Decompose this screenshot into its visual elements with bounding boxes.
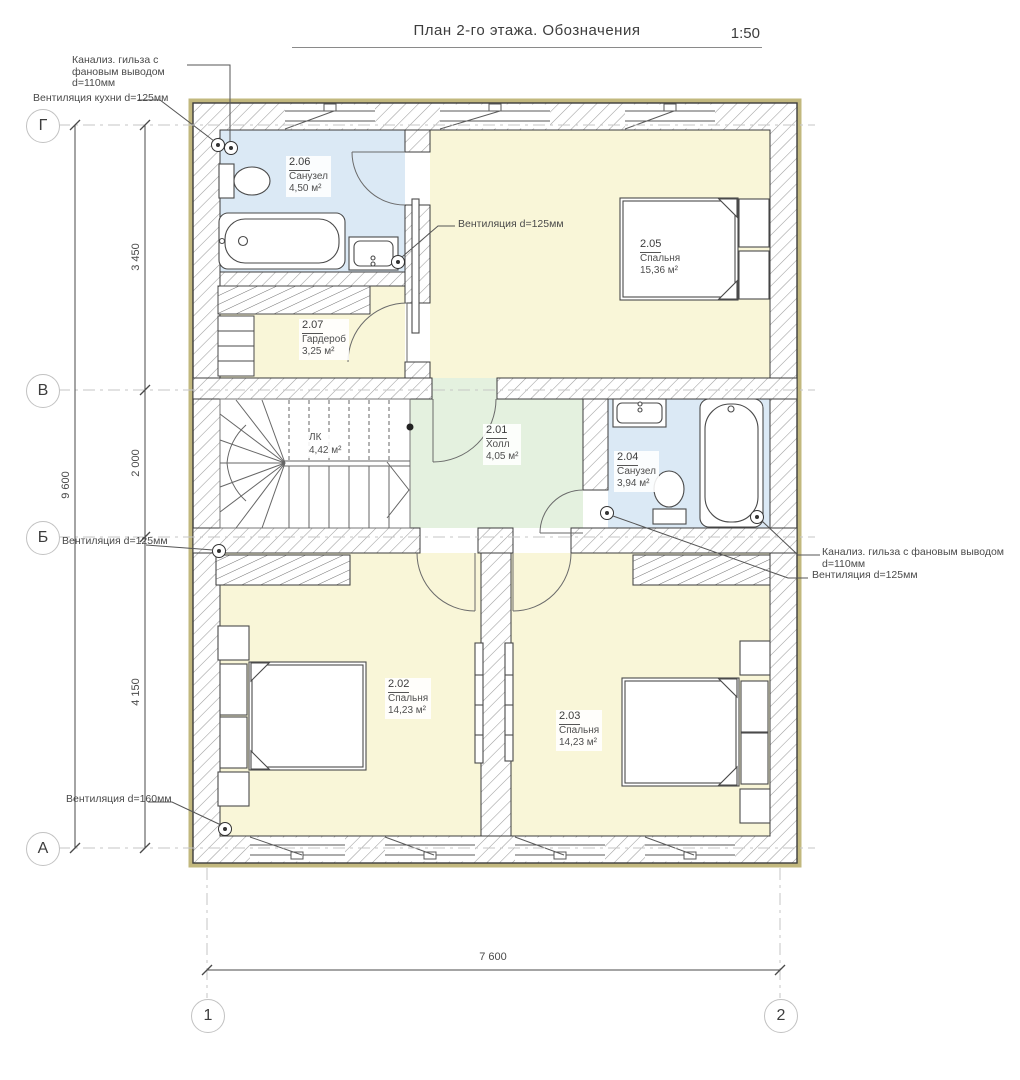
axis-bubble-1: 1 [191, 999, 225, 1033]
room-number: 2.06 [289, 156, 310, 171]
axis-bubble-G: Г [26, 109, 60, 143]
bathtub-icon [705, 404, 758, 522]
room-label-207 [299, 319, 349, 360]
room-number: 2.02 [388, 678, 409, 693]
nightstand-icon [740, 641, 770, 675]
annotation-vent-left: Вентиляция d=125мм [62, 535, 168, 547]
radiator-icon [505, 643, 513, 761]
dim-seg-bottom: 4 150 [130, 678, 142, 706]
room-area: 4,05 м² [486, 451, 519, 463]
room-area: 3,94 м² [617, 478, 650, 490]
nightstand-icon [218, 626, 249, 660]
toilet-icon [653, 509, 686, 524]
room-name: Гардероб [302, 333, 346, 345]
room-label-205 [637, 238, 683, 279]
annotation-vent-160: Вентиляция d=160мм [66, 793, 172, 805]
room-area: 14,23 м² [559, 737, 598, 749]
stairs-area: 4,42 м² [309, 444, 342, 456]
dim-total-height: 9 600 [60, 471, 72, 499]
room-name: Спальня [388, 692, 429, 704]
vent-symbol [392, 256, 405, 269]
vent-symbol [225, 142, 238, 155]
room-name: Холл [486, 438, 510, 450]
room-name: Спальня [640, 252, 681, 264]
bed-icon [252, 665, 363, 767]
dim-seg-mid: 2 000 [130, 449, 142, 477]
dim-seg-top: 3 450 [130, 243, 142, 271]
room-name: Спальня [559, 724, 600, 736]
stairs-label [306, 432, 344, 458]
annotation-sewer-top: Канализ. гильза с фановым выводом d=110мм [72, 54, 165, 90]
nightstand-icon [218, 772, 249, 806]
page-title: План 2-го этажа. Обозначения [413, 22, 641, 39]
nightstand-icon [739, 199, 769, 247]
pillow-icon [741, 681, 768, 732]
room-label-202 [385, 678, 431, 719]
room-name: Санузел [289, 170, 328, 182]
room-number: 2.07 [302, 319, 323, 334]
room-area: 15,36 м² [640, 265, 679, 277]
nightstand-icon [739, 251, 769, 299]
axis-bubble-V: В [26, 374, 60, 408]
vent-symbol [601, 507, 614, 520]
stairs-abbrev: ЛК [309, 432, 322, 443]
floor-201-doorway [432, 378, 497, 399]
wardrobe-icon [633, 555, 770, 585]
annotation-kitchen-vent: Вентиляция кухни d=125мм [33, 92, 169, 104]
pillow-icon [220, 717, 247, 768]
pillow-icon [220, 664, 247, 715]
room-label-204 [614, 451, 659, 492]
toilet-icon [219, 164, 234, 198]
room-number: 2.04 [617, 451, 638, 466]
annotation-vent-center: Вентиляция d=125мм [458, 218, 564, 230]
room-label-201 [483, 424, 521, 465]
room-number: 2.03 [559, 710, 580, 725]
door-leaf-panel [412, 199, 419, 333]
annotation-sewer-right: Канализ. гильза с фановым выводом d=110мм [822, 546, 1005, 570]
room-name: Санузел [617, 465, 656, 477]
drawing-scale: 1:50 [730, 25, 760, 42]
annotation-vent-right: Вентиляция d=125мм [812, 569, 918, 581]
room-area: 4,50 м² [289, 183, 322, 195]
toilet-icon [234, 167, 270, 195]
drawing-title-bar [292, 22, 762, 48]
room-label-203 [556, 710, 602, 751]
wardrobe-icon [218, 286, 370, 314]
vent-symbol [751, 511, 764, 524]
dim-total-width: 7 600 [479, 951, 507, 963]
wardrobe-icon [216, 555, 350, 585]
bed-icon [625, 681, 736, 783]
pillow-icon [741, 733, 768, 784]
radiator-icon [475, 643, 483, 763]
room-label-206 [286, 156, 331, 197]
axis-bubble-B: Б [26, 521, 60, 555]
room-number: 2.01 [486, 424, 507, 439]
room-area: 3,25 м² [302, 346, 335, 358]
axis-bubble-2: 2 [764, 999, 798, 1033]
room-number: 2.05 [640, 238, 661, 253]
nightstand-icon [740, 789, 770, 823]
room-area: 14,23 м² [388, 705, 427, 717]
axis-bubble-A: А [26, 832, 60, 866]
stairs-start-dot [407, 424, 414, 431]
vent-symbol [213, 545, 226, 558]
